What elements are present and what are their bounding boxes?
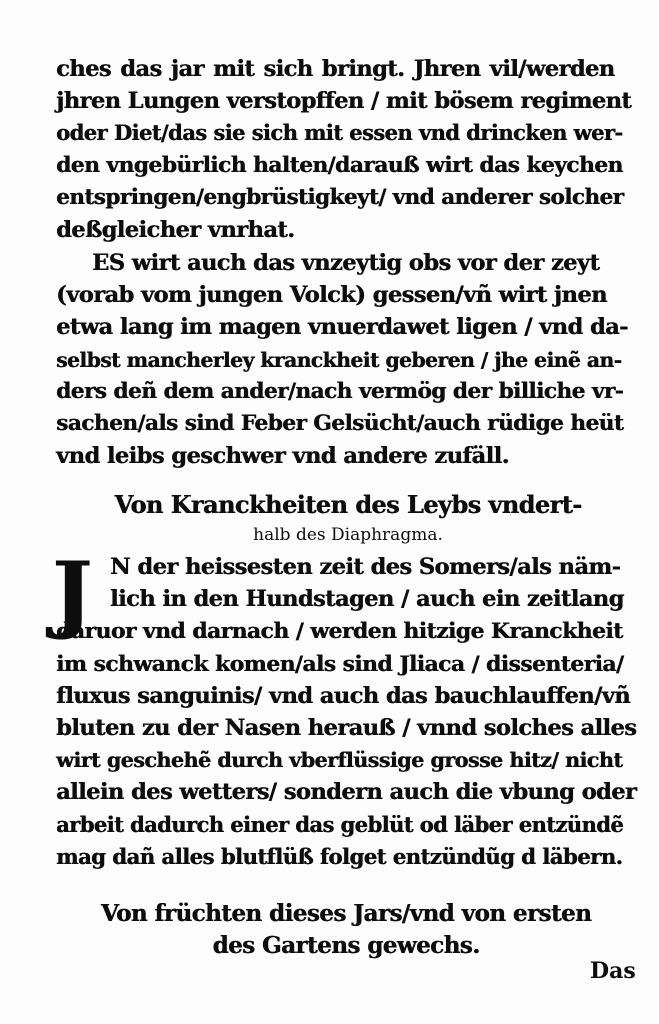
heading-subtitle: halb des Diaphragma. xyxy=(253,525,443,546)
text-line: wirt geschehẽ durch vberflüssige grosse hitz/ nicht xyxy=(56,748,623,773)
heading-line: Von früchten dieses Jars/vnd von ersten xyxy=(100,900,592,927)
text-line: den vngebürlich halten/darauß wirt das keychen xyxy=(56,152,623,178)
paragraph-1 xyxy=(56,53,636,246)
text-line: entspringen/engbrüstigkeyt/ vnd anderer solcher xyxy=(56,184,624,210)
paragraph-2 xyxy=(56,247,636,472)
text-line: vnd leibs geschwer vnd andere zufäll. xyxy=(56,443,509,470)
text-line: jhren Lungen verstopffen / mit bösem regiment xyxy=(56,88,632,115)
text-line: etwa lang im magen vnuerdawet ligen / vnd da- xyxy=(56,314,628,341)
text-line: ES wirt auch das vnzeytig obs vor der zeyt xyxy=(92,250,600,276)
section-heading-1 xyxy=(98,489,598,549)
text-line: sachen/als sind Feber Gelsücht/auch rüdige heüt xyxy=(56,410,624,436)
text-line: fluxus sanguinis/ vnd auch das bauchlauffen/vñ xyxy=(56,682,630,709)
text-line: (vorab vom jungen Volck) gessen/vñ wirt jnen xyxy=(56,282,607,309)
drop-cap: J xyxy=(52,543,92,642)
text-line: deßgleicher vnrhat. xyxy=(56,216,295,243)
paragraph-3 xyxy=(56,551,636,873)
section-heading-2 xyxy=(96,898,596,962)
text-line: ders deñ dem ander/nach vermög der billiche vr- xyxy=(56,378,624,404)
text-line: im schwanck komen/als sind Jliaca / dissenteria/ xyxy=(56,650,624,677)
text-line: allein des wetters/ sondern auch die vbung oder xyxy=(56,779,637,806)
text-line: daruor vnd darnach / werden hitzige Kranckheit xyxy=(56,618,623,645)
heading-title: Von Kranckheiten des Leybs vndert- xyxy=(114,490,582,519)
text-line: ches das jar mit sich bringt. Jhren vil/werden xyxy=(56,56,615,82)
text-line: bluten zu der Nasen herauß / vnnd solches alles xyxy=(56,714,637,741)
text-line: mag dañ alles blutflüß folget entzündũg d läbern. xyxy=(56,843,623,869)
text-line: oder Diet/das sie sich mit essen vnd drincken wer- xyxy=(56,120,623,146)
text-line: selbst mancherley kranckheit geberen / jhe einẽ an- xyxy=(56,347,622,372)
text-line: lich in den Hundstagen / auch ein zeitlang xyxy=(110,586,624,613)
text-line: N der heissesten zeit des Somers/als näm- xyxy=(110,554,621,580)
catchword: Das xyxy=(590,958,636,984)
heading-line: des Gartens gewechs. xyxy=(212,932,480,960)
text-line: arbeit dadurch einer das geblüt od läber entzündẽ xyxy=(56,811,624,837)
